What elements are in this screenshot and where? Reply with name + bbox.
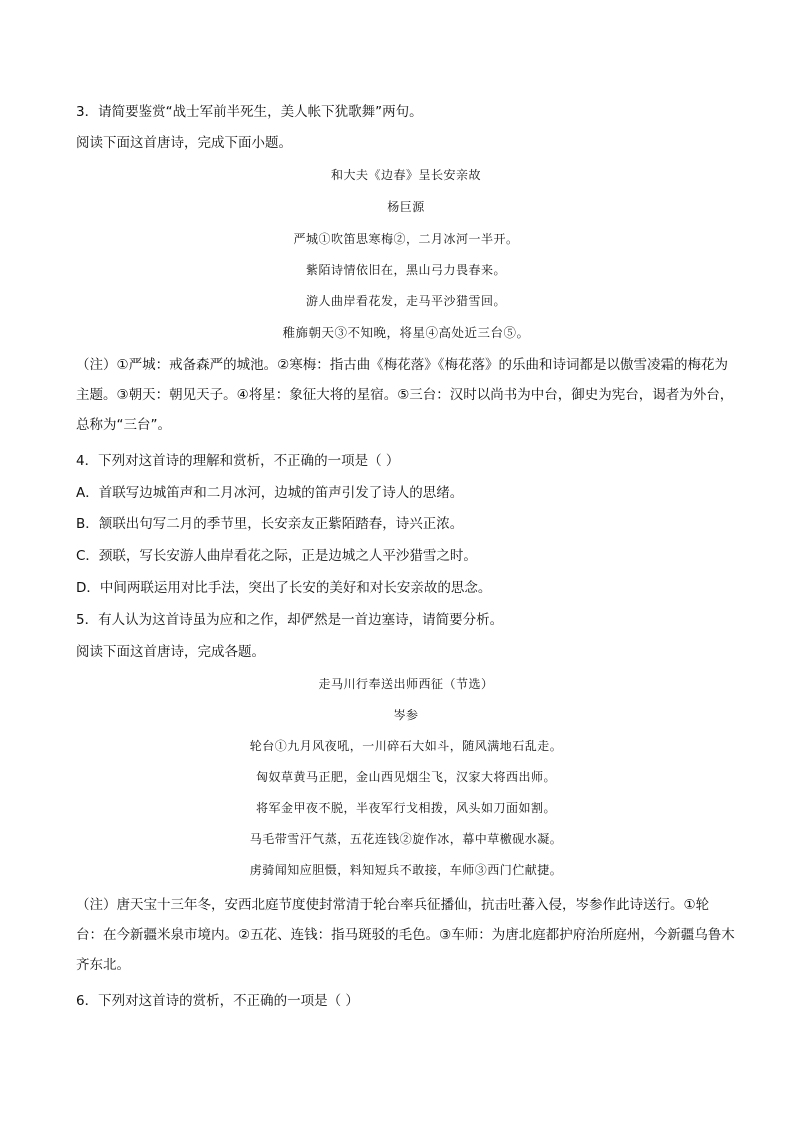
section-2-instruction: 阅读下面这首唐诗，完成各题。: [76, 644, 265, 660]
poem-1-line: 稚旆朝天③不知晚，将星④高处近三台⑤。: [282, 325, 530, 340]
poem-2-line: 轮台①九月风夜吼，一川碎石大如斗，随风满地石乱走。: [249, 739, 563, 753]
question-4-option-b: B．颔联出句写二月的季节里，长安亲友正紫陌踏春，诗兴正浓。: [76, 516, 464, 532]
question-4-option-c: C．颈联，写长安游人曲岸看花之际，正是边城之人平沙猎雪之时。: [76, 548, 477, 564]
poem-2-line: 匈奴草黄马正肥，金山西见烟尘飞，汉家大将西出师。: [255, 770, 556, 784]
poem-1-note: （注）①严城：戒备森严的城池。②寒梅：指古曲《梅花落》《梅花落》的乐曲和诗词都是以傲雪凌霜的梅花为主题。③朝天：朝见天子。④将星：象征大将的星宿。⑤三台：汉时以尚书为中台，御史为宪台，谒者为外台，总称为“三台”。: [76, 357, 734, 433]
question-5: 5．有人认为这首诗虽为应和之作，却俨然是一首边塞诗，请简要分析。: [76, 612, 504, 628]
poem-2-title: 走马川行奉送出师西征（节选）: [318, 677, 494, 691]
poem-1-author: 杨巨源: [387, 200, 425, 214]
poem-2-line: 马毛带雪汗气蒸，五花连钱②旋作冰，幕中草檄砚水凝。: [249, 832, 563, 846]
poem-1-line: 紫陌诗情依旧在，黑山弓力畏春来。: [305, 263, 506, 277]
section-1-instruction: 阅读下面这首唐诗，完成下面小题。: [76, 135, 292, 151]
question-4-option-a: A．首联写边城笛声和二月冰河，边城的笛声引发了诗人的思绪。: [76, 485, 464, 501]
poem-2-line: 虏骑闻知应胆慑，料知短兵不敢接，车师③西门伫献捷。: [249, 863, 563, 877]
question-3: 3．请简要鉴赏“战士军前半死生，美人帐下犹歌舞”两句。: [76, 104, 423, 120]
poem-2-line: 将军金甲夜不脱，半夜军行戈相拨，风头如刀面如割。: [255, 801, 556, 815]
question-6: 6．下列对这首诗的赏析，不正确的一项是（ ）: [76, 993, 359, 1009]
poem-1-title: 和大夫《边春》呈长安亲故: [330, 168, 481, 182]
poem-2-note: （注）唐天宝十三年冬，安西北庭节度使封常清于轮台率兵征播仙，抗击吐蕃入侵，岑参作此诗送行。①轮台：在今新疆米泉市境内。②五花、连钱：指马斑驳的毛色。③车师：为唐北庭都护府治所庭州，今新疆乌鲁木齐东北。: [76, 897, 735, 973]
poem-1-line: 严城①吹笛思寒梅②，二月冰河一半开。: [293, 232, 519, 246]
poem-1-line: 游人曲岸看花发，走马平沙猎雪回。: [305, 294, 506, 308]
question-4-stem: 4．下列对这首诗的理解和赏析，不正确的一项是（ ）: [76, 453, 400, 469]
poem-2-author: 岑参: [393, 708, 419, 722]
question-4-option-d: D．中间两联运用对比手法，突出了长安的美好和对长安亲故的思念。: [76, 580, 492, 596]
